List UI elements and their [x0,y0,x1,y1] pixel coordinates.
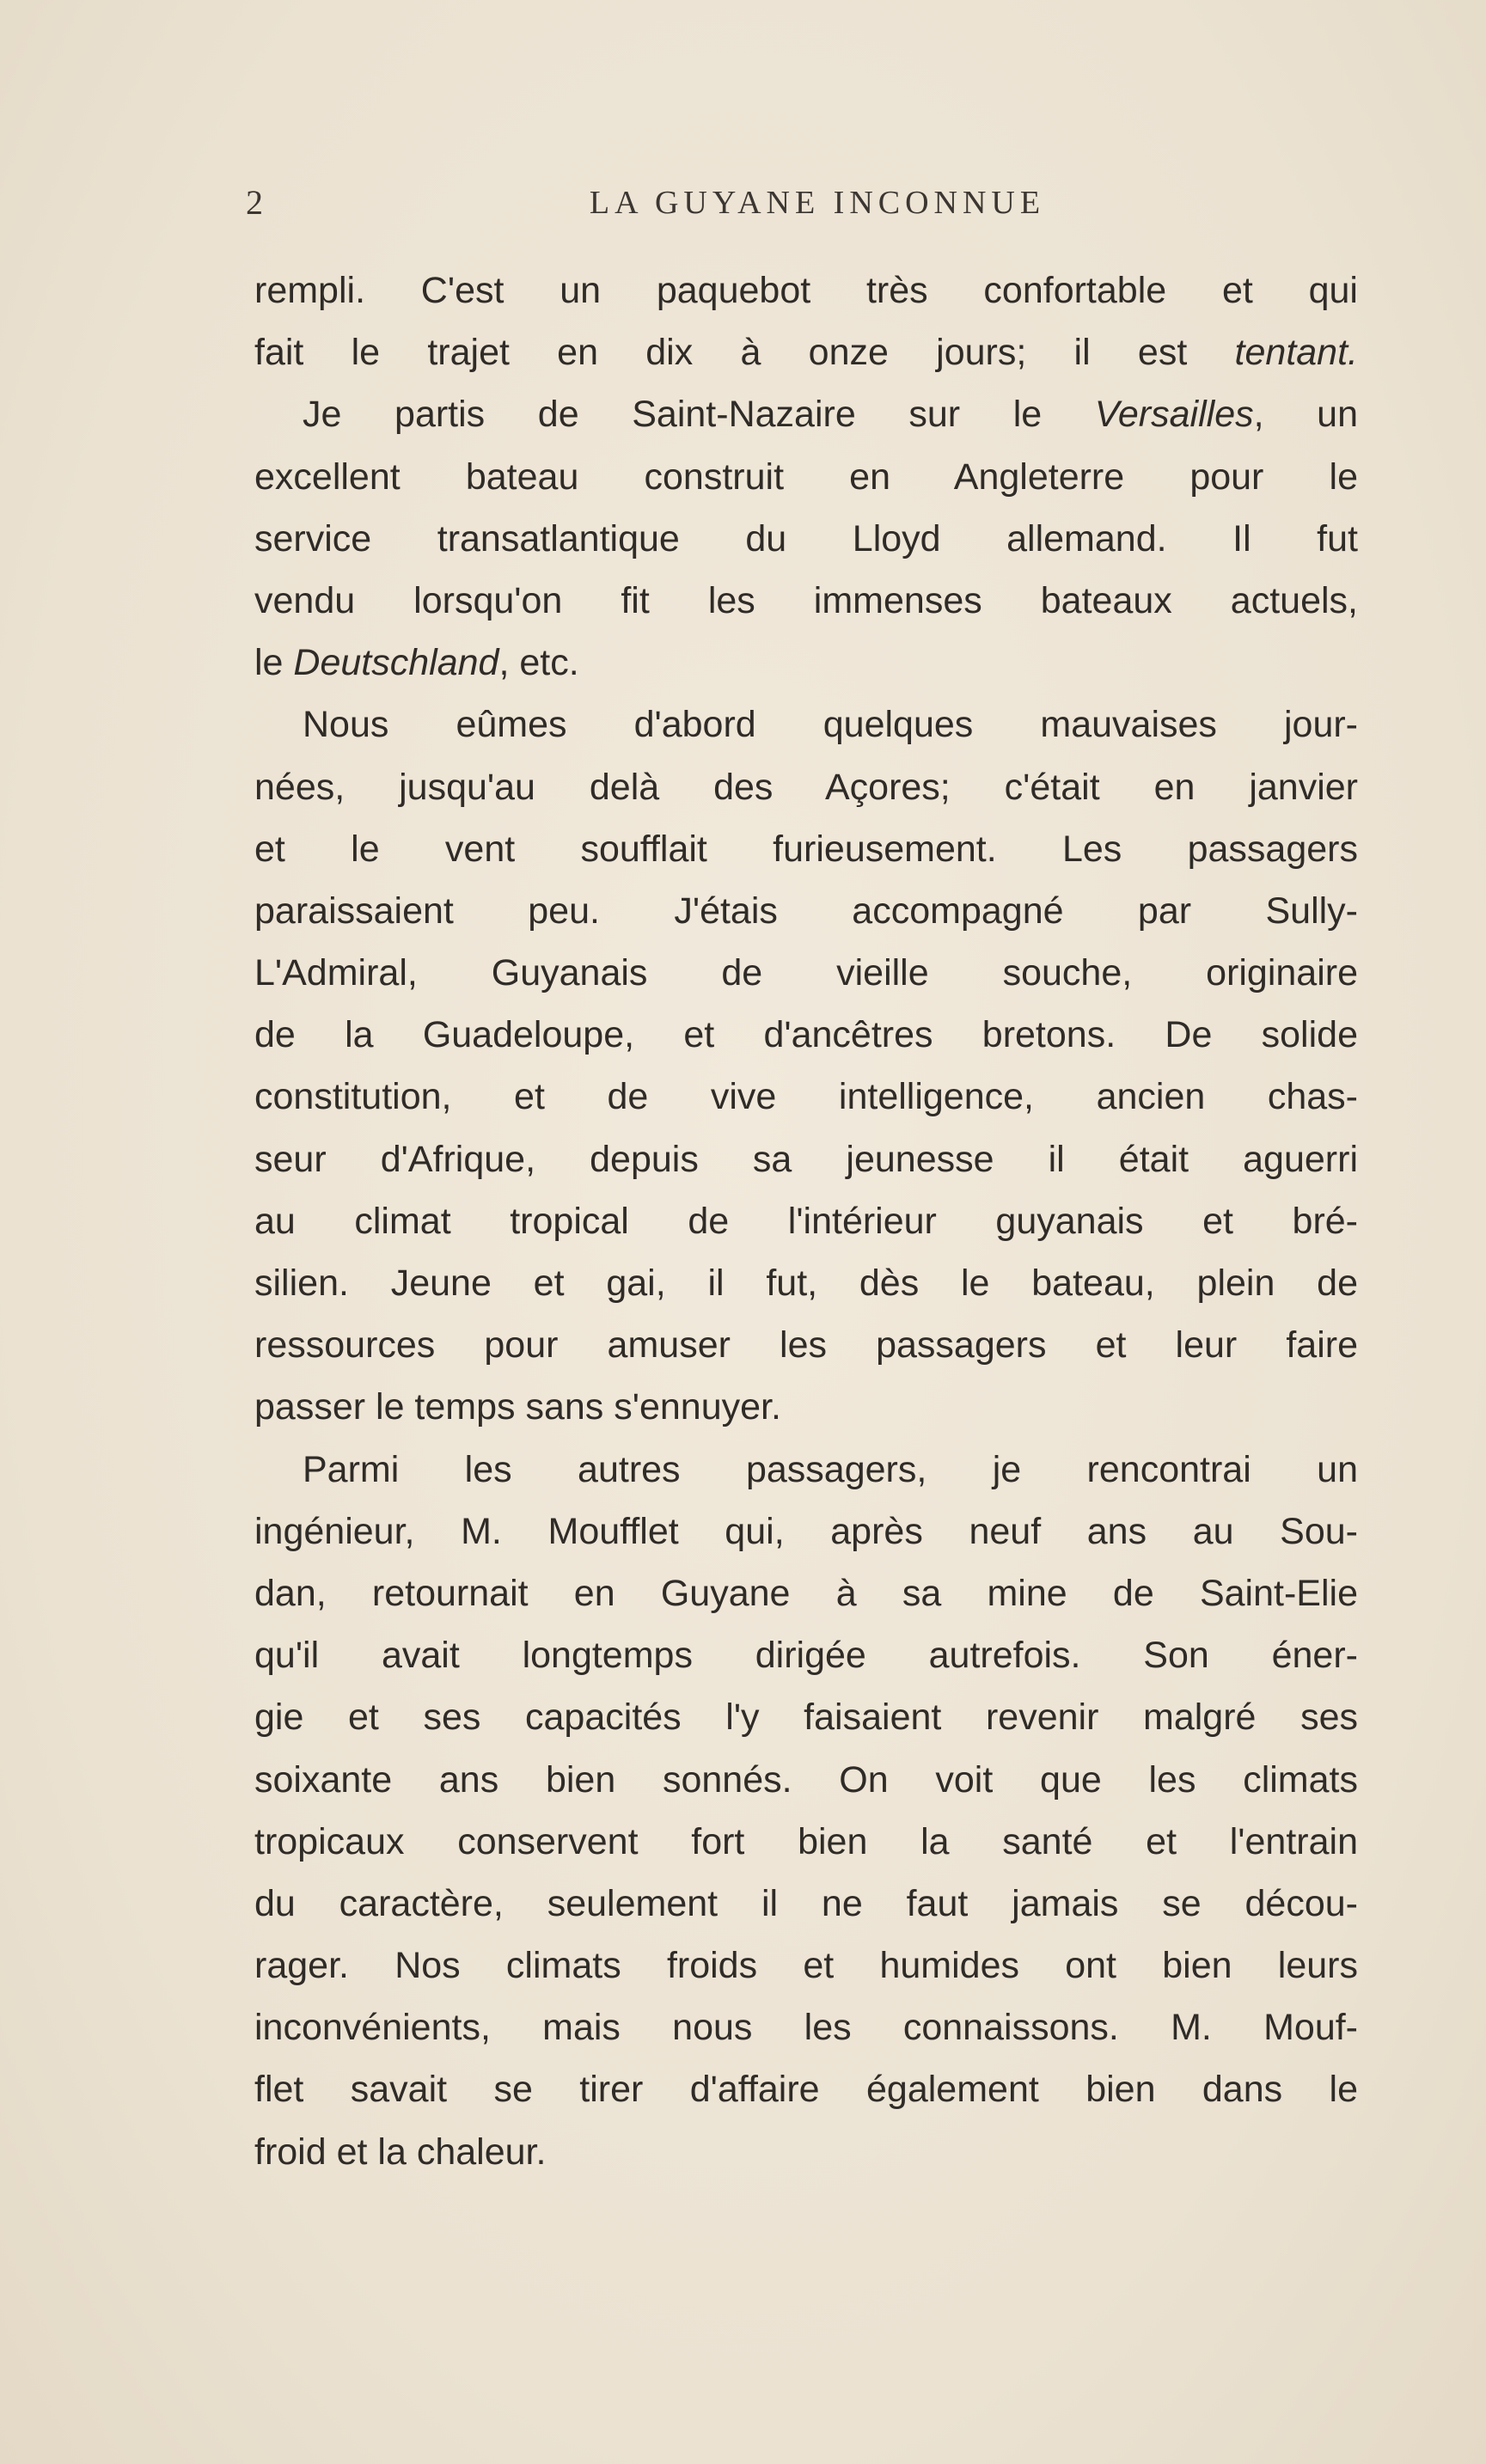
page-header [246,182,1355,234]
italic-word: Versailles [1094,394,1254,436]
text-line: silien. Jeune et gai, il fut, dès le bateau, plein de [254,1263,1358,1304]
text-line: et le vent soufflait furieusement. Les passagers [254,828,1358,870]
text-line: paraissaient peu. J'étais accompagné par Sully- [254,890,1358,932]
text-line: ingénieur, M. Moufflet qui, après neuf ans au Sou- [254,1510,1358,1552]
text-line: Parmi les autres passagers, je rencontrai un [303,1448,1358,1490]
text-line: dan, retournait en Guyane à sa mine de Saint-Elie [254,1572,1358,1614]
text-line: froid et la chaleur. [254,2131,547,2173]
page-number: 2 [246,183,263,222]
text-line: inconvénients, mais nous les connaissons. M. Mouf- [254,2007,1358,2049]
text-line: L'Admiral, Guyanais de vieille souche, originaire [254,952,1358,994]
text-line: de la Guadeloupe, et d'ancêtres bretons. De solide [254,1014,1358,1056]
text-line: rager. Nos climats froids et humides ont bien leurs [254,1945,1358,1987]
text-line: tropicaux conservent fort bien la santé et l'entrain [254,1820,1358,1862]
body-text [254,260,1358,2183]
text-line: constitution, et de vive intelligence, ancien chas- [254,1076,1358,1118]
text-line: qu'il avait longtemps dirigée autrefois. Son éner- [254,1635,1358,1677]
text-line: gie et ses capacités l'y faisaient revenir malgré ses [254,1697,1358,1739]
text-line: ressources pour amuser les passagers et leur faire [254,1324,1358,1367]
text-line: passer le temps sans s'ennuyer. [254,1386,781,1428]
text-line: seur d'Afrique, depuis sa jeunesse il était aguerri [254,1138,1358,1180]
text-line: excellent bateau construit en Angleterre pour le [254,456,1358,498]
text-line: vendu lorsqu'on fit les immenses bateaux actuels, [254,579,1358,621]
text-line: flet savait se tirer d'affaire également bien dans le [254,2069,1358,2111]
text-line: soixante ans bien sonnés. On voit que les climats [254,1758,1358,1801]
text-line: fait le trajet en dix à onze jours; il est tentant. [254,332,1358,374]
text-line: Nous eûmes d'abord quelques mauvaises jour- [303,704,1358,746]
text-line: Je partis de Saint-Nazaire sur le Versailles, un [303,394,1358,436]
text-line: au climat tropical de l'intérieur guyanais et bré- [254,1200,1358,1242]
italic-word: Deutschland [293,642,499,684]
text-line: nées, jusqu'au delà des Açores; c'était en janvier [254,766,1358,808]
running-title: LA GUYANE INCONNUE [589,185,1046,221]
text-line: le Deutschland, etc. [254,642,579,684]
text-line: rempli. C'est un paquebot très confortable et qui [254,270,1358,311]
italic-word: tentant. [1234,332,1358,374]
text-line: du caractère, seulement il ne faut jamais se décou- [254,1882,1358,1924]
text-line: service transatlantique du Lloyd allemand. Il fut [254,517,1358,559]
